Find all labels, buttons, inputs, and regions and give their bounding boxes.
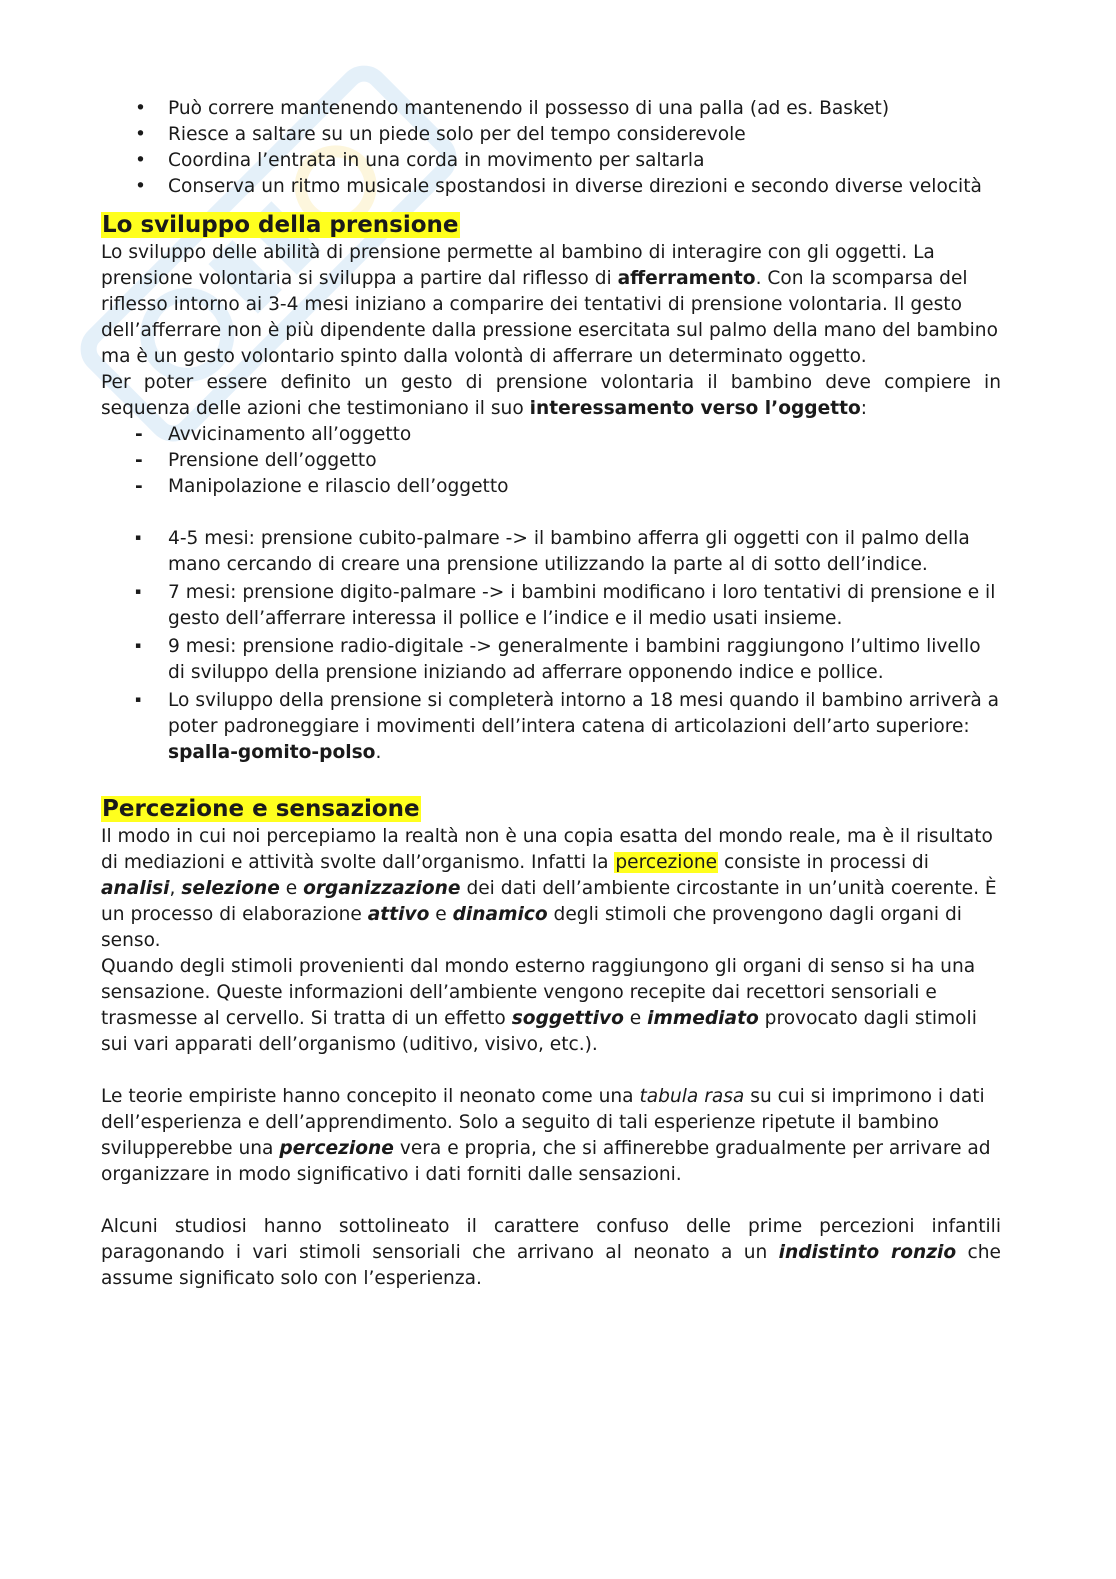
list-item: • Può correre mantenendo mantenendo il possesso di una palla (ad es. Basket) [101, 96, 1001, 122]
list-item: ▪ 7 mesi: prensione digito-palmare -> i bambini modificano i loro tentativi di prensione e il gesto dell’afferrare interessa il pollice e l’indice e il medio usati insieme. [101, 580, 1001, 632]
skills-bullet-list [101, 96, 1001, 200]
paragraph: Quando degli stimoli provenienti dal mondo esterno raggiungono gli organi di senso si ha una sensazione. Queste informazioni dell’ambiente vengono recepite dai recettori sensoriali e trasmesse al cervello. Si tratta di un effetto soggettivo e immediato provocato dagli stimoli sui vari apparati dell’organismo (uditivo, visivo, etc.). [101, 956, 977, 1055]
list-item: ▪ 9 mesi: prensione radio-digitale -> generalmente i bambini raggiungono l’ultimo livello di sviluppo della prensione iniziando ad afferrare opponendo indice e pollice. [101, 634, 1001, 686]
paragraph: Le teorie empiriste hanno concepito il neonato come una tabula rasa su cui si imprimono i dati dell’esperienza e dell’apprendimento. Solo a seguito di tali esperienze ripetute il bambino svilupperebbe una percezione vera e propria, che si affinerebbe gradualmente per arrivare ad organizzare in modo significativo i dati forniti dalle sensazioni. [101, 1086, 991, 1185]
list-item: - Avvicinamento all’oggetto [101, 422, 1001, 448]
list-item: • Coordina l’entrata in una corda in movimento per saltarla [101, 148, 1001, 174]
section-heading [101, 210, 1001, 240]
list-item: - Prensione dell’oggetto [101, 448, 1001, 474]
list-item: ▪ 4-5 mesi: prensione cubito-palmare -> il bambino afferra gli oggetti con il palmo della mano cercando di creare una prensione utilizzando la parte al di sotto dell’indice. [101, 526, 1001, 578]
list-item: ▪ Lo sviluppo della prensione si completerà intorno a 18 mesi quando il bambino arriverà a poter padroneggiare i movimenti dell’intera catena di articolazioni dell’arto superiore: spalla-gomito-polso. [101, 688, 1001, 766]
list-item: • Conserva un ritmo musicale spostandosi in diverse direzioni e secondo diverse velocità [101, 174, 1001, 200]
paragraph: Alcuni studiosi hanno sottolineato il carattere confuso delle prime percezioni infantili paragonando i vari stimoli sensoriali che arrivano al neonato a un indistinto ronzio che assume significato solo con l’esperienza. [101, 1216, 1001, 1289]
list-item: • Riesce a saltare su un piede solo per del tempo considerevole [101, 122, 1001, 148]
dash-list [101, 422, 1001, 500]
list-item: - Manipolazione e rilascio dell’oggetto [101, 474, 1001, 500]
highlighted-word: percezione [615, 852, 718, 873]
heading-highlight: Lo sviluppo della prensione [102, 212, 459, 238]
paragraph: Il modo in cui noi percepiamo la realtà non è una copia esatta del mondo reale, ma è il risultato di mediazioni e attività svolte dall’organismo. Infatti la percezione consiste in processi di analisi, selezione e organizzazione dei dati dell’ambiente circostante in un’unità coerente. È un processo di elaborazione attivo e dinamico degli stimoli che provengono dagli organi di senso. [101, 826, 997, 951]
document-page [101, 96, 1001, 1292]
prensione-stages-list [101, 526, 1001, 766]
section-heading [101, 794, 1001, 824]
heading-highlight: Percezione e sensazione [102, 796, 420, 822]
paragraph: Per poter essere definito un gesto di prensione volontaria il bambino deve compiere in sequenza delle azioni che testimoniano il suo interessamento verso l’oggetto: [101, 372, 1001, 419]
paragraph: Lo sviluppo delle abilità di prensione permette al bambino di interagire con gli oggetti. La prensione volontaria si sviluppa a partire dal riflesso di afferramento. Con la scomparsa del riflesso intorno ai 3-4 mesi iniziano a comparire dei tentativi di prensione volontaria. Il gesto dell’afferrare non è più dipendente dalla pressione esercitata sul palmo della mano del bambino ma è un gesto volontario spinto dalla volontà di afferrare un determinato oggetto. [101, 242, 998, 367]
